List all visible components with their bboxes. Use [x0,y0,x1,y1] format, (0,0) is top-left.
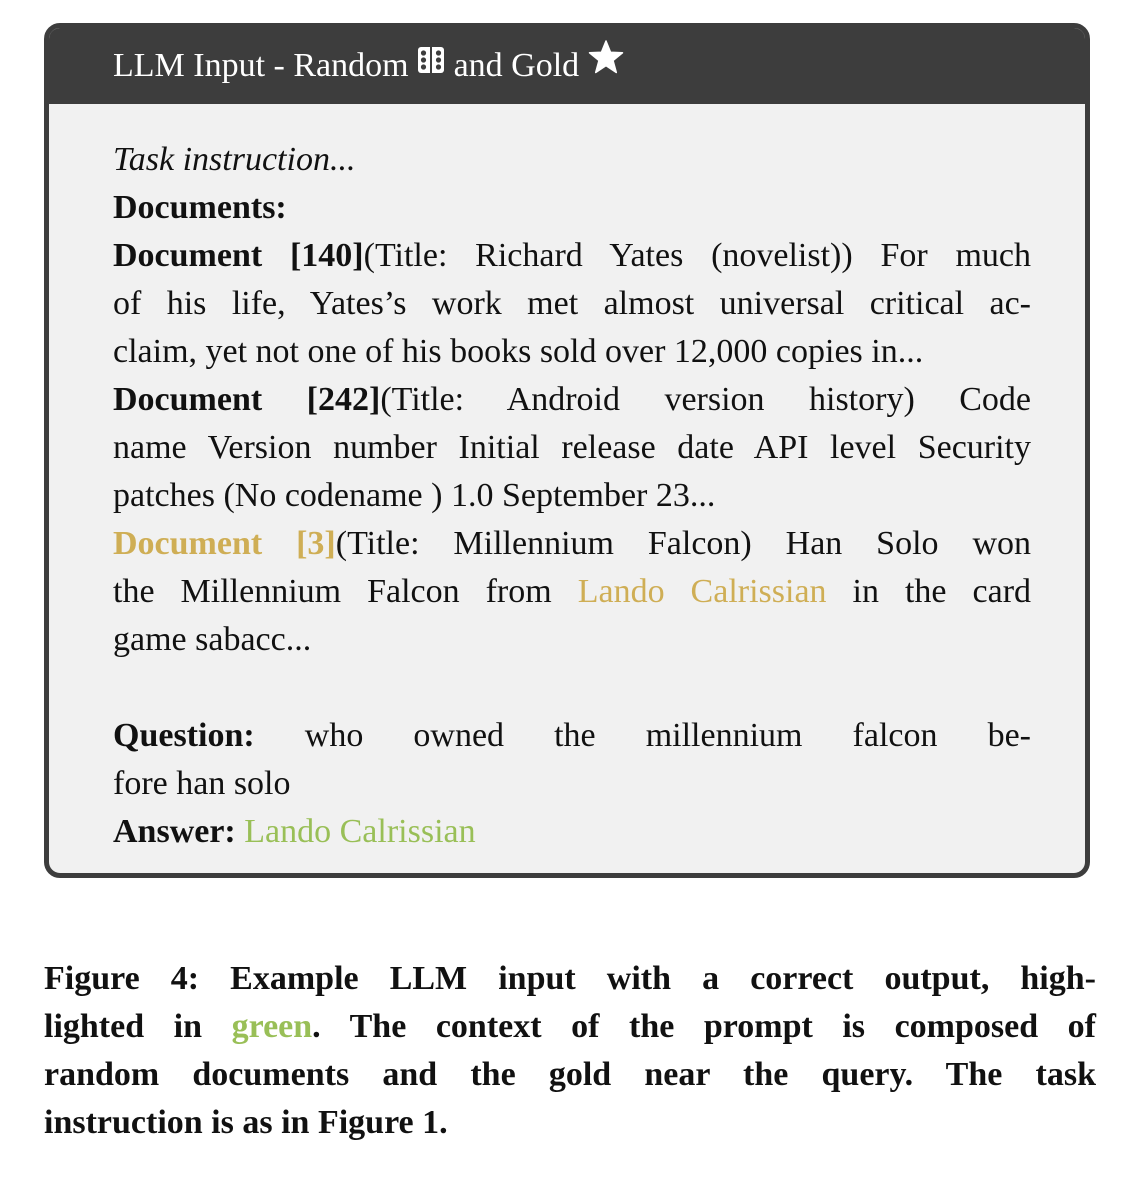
star-icon [588,26,624,102]
document-140-line-1 [113,232,1031,280]
answer-label: Answer: [113,813,236,850]
header-title-prefix: LLM Input - Random [113,47,409,84]
document-text: (Title: Millennium Falcon) Han Solo won [335,525,1031,562]
document-text: the Millennium Falcon from [113,573,552,610]
dice-icon [417,26,445,102]
question-text: fore han solo [113,765,291,802]
question-line-1 [113,712,1031,760]
caption-text: . The context of the prompt is composed of [312,1008,1097,1045]
question-line-2 [113,760,1031,808]
document-3-line-3 [113,616,1031,664]
document-text: game sabacc... [113,621,312,658]
header-title-middle: and Gold [453,47,580,84]
caption-line-3 [44,1051,1096,1099]
figure-caption [44,955,1096,1147]
documents-label: Documents: [113,189,287,226]
box-header [49,28,1085,104]
document-label: Document [140] [113,237,364,274]
caption-text: Figure 4: Example LLM input with a correct output, high- [44,960,1096,997]
answer-line [113,808,1031,856]
document-140-line-2 [113,280,1031,328]
document-242-line-2 [113,424,1031,472]
task-instruction: Task instruction... [113,141,356,178]
caption-green-word: green [231,1008,313,1045]
spacer [113,664,1031,712]
document-text: of his life, Yates’s work met almost universal critical ac- [113,285,1031,322]
caption-text: random documents and the gold near the query. The task [44,1056,1096,1093]
document-140-line-3 [113,328,1031,376]
document-text: (Title: Richard Yates (novelist)) For much [363,237,1032,274]
gold-answer-highlight: Lando Calrissian [577,573,827,610]
caption-line-2 [44,1003,1096,1051]
llm-input-box [44,23,1090,878]
document-242-line-3 [113,472,1031,520]
box-body [113,136,1031,856]
document-text: name Version number Initial release date API level Security [113,429,1031,466]
document-text: patches (No codename ) 1.0 September 23... [113,477,716,514]
question-text: who owned the millennium falcon be- [304,717,1031,754]
document-text: (Title: Android version history) Code [380,381,1031,418]
question-label: Question: [113,717,255,754]
answer-value: Lando Calrissian [244,813,476,850]
caption-text: lighted in [44,1008,203,1045]
caption-line-1 [44,955,1096,1003]
document-3-line-1 [113,520,1031,568]
gold-document-label: Document [3] [113,525,336,562]
document-label: Document [242] [113,381,381,418]
document-3-line-2 [113,568,1031,616]
document-text: claim, yet not one of his books sold over 12,000 copies in... [113,333,924,370]
caption-text: instruction is as in Figure 1. [44,1104,448,1141]
document-text: in the card [852,573,1032,610]
caption-line-4 [44,1099,1096,1147]
document-242-line-1 [113,376,1031,424]
